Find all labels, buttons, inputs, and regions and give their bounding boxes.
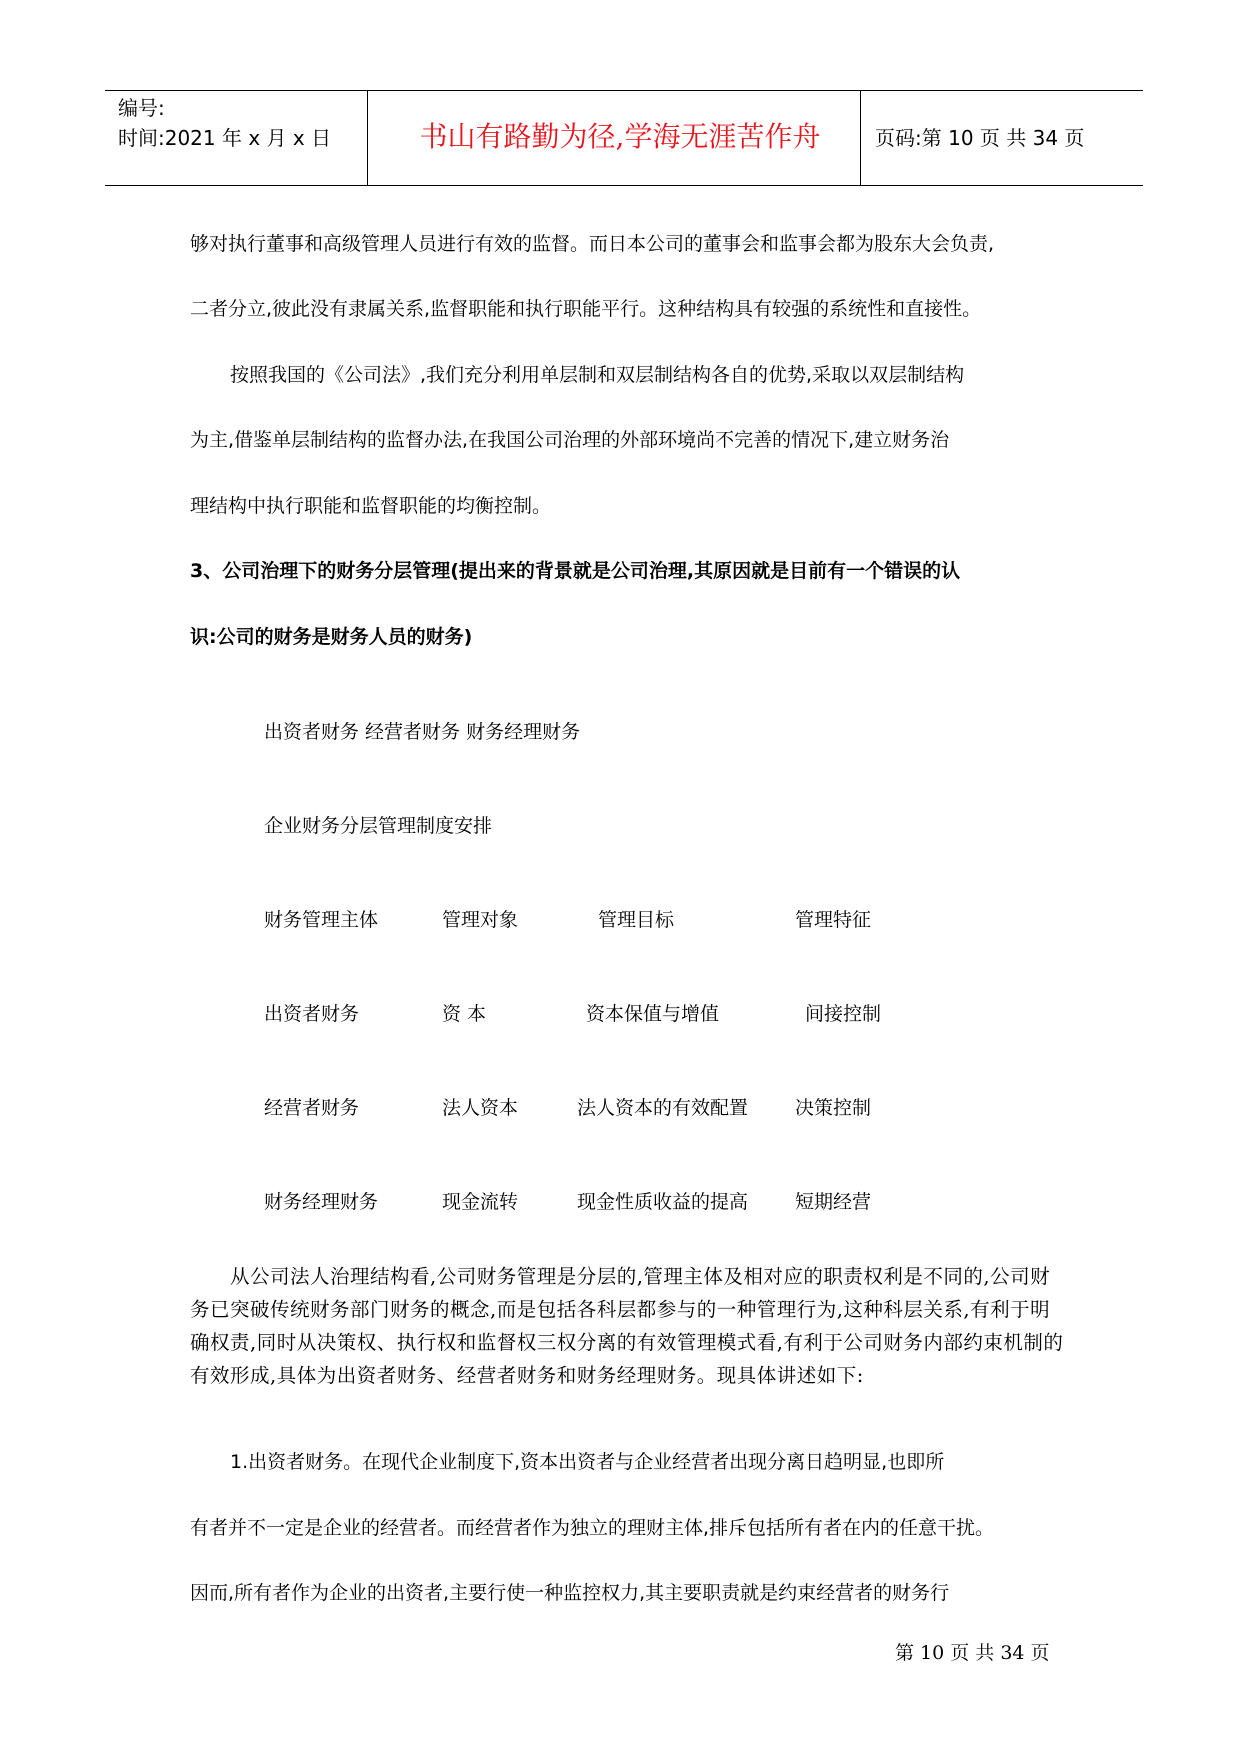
table-cell: 法人资本的有效配置 xyxy=(577,1097,749,1119)
table-cell: 短期经营 xyxy=(795,1191,872,1213)
table-cell: 财务经理财务 xyxy=(264,1191,379,1213)
footer-page-number: 第 10 页 共 34 页 xyxy=(895,1642,1050,1664)
header-page-label: 页码:第 10 页 共 34 页 xyxy=(875,126,1085,150)
table-cell: 现金流转 xyxy=(442,1191,519,1213)
body-paragraph-4: 为主,借鉴单层制结构的监督办法,在我国公司治理的外部环境尚不完善的情况下,建立财务治 xyxy=(190,429,950,451)
table-header-cell: 管理目标 xyxy=(598,909,675,931)
body-paragraph-5: 理结构中执行职能和监督职能的均衡控制。 xyxy=(190,495,552,517)
section-1-line-1: 1.出资者财务。在现代企业制度下,资本出资者与企业经营者出现分离日趋明显,也即所 xyxy=(230,1451,945,1473)
body-paragraph-3: 按照我国的《公司法》,我们充分利用单层制和双层制结构各自的优势,采取以双层制结构 xyxy=(230,364,965,386)
table-cell: 现金性质收益的提高 xyxy=(577,1191,749,1213)
header-meta xyxy=(118,93,331,153)
section-1-line-3: 因而,所有者作为企业的出资者,主要行使一种监控权力,其主要职责就是约束经营者的财务行 xyxy=(190,1582,950,1604)
time-label: 时间:2021 年 x 月 x 日 xyxy=(118,126,332,150)
header-motto: 书山有路勤为径,学海无涯苦作舟 xyxy=(419,120,821,153)
table-cell: 出资者财务 xyxy=(264,1003,360,1025)
finance-layers-line: 出资者财务 经营者财务 财务经理财务 xyxy=(264,721,581,743)
table-cell: 法人资本 xyxy=(442,1097,519,1119)
section-1-line-2: 有者并不一定是企业的经营者。而经营者作为独立的理财主体,排斥包括所有者在内的任意干扰。 xyxy=(190,1517,995,1539)
table-header-cell: 管理特征 xyxy=(795,909,872,931)
table-cell: 决策控制 xyxy=(795,1097,872,1119)
number-label: 编号: xyxy=(118,96,165,120)
section-3-heading-line-1: 3、公司治理下的财务分层管理(提出来的背景就是公司治理,其原因就是目前有一个错误的认 xyxy=(190,560,961,582)
layered-management-paragraph xyxy=(190,1260,1068,1392)
arrangement-title: 企业财务分层管理制度安排 xyxy=(264,815,493,837)
table-cell: 经营者财务 xyxy=(264,1097,360,1119)
table-cell: 资 本 xyxy=(442,1003,487,1025)
paragraph-text: 从公司法人治理结构看,公司财务管理是分层的,管理主体及相对应的职责权利是不同的,公司财务已突破传统财务部门财务的概念,而是包括各科层都参与的一种管理行为,这种科层关系,有利于明确权责,同时从决策权、执行权和监督权三权分离的有效管理模式看,有利于公司财务内部约束机制的有效形成,具体为出资者财务、经营者财务和财务经理财务。现具体讲述如下: xyxy=(190,1265,1064,1387)
body-paragraph-1: 够对执行董事和高级管理人员进行有效的监督。而日本公司的董事会和监事会都为股东大会负责, xyxy=(190,233,995,255)
header-divider-right xyxy=(860,91,861,185)
table-header-cell: 管理对象 xyxy=(442,909,519,931)
section-3-heading-line-2: 识:公司的财务是财务人员的财务) xyxy=(190,626,473,648)
table-cell: 间接控制 xyxy=(805,1003,882,1025)
table-header-cell: 财务管理主体 xyxy=(264,909,379,931)
body-paragraph-2: 二者分立,彼此没有隶属关系,监督职能和执行职能平行。这种结构具有较强的系统性和直接性。 xyxy=(190,298,982,320)
table-cell: 资本保值与增值 xyxy=(586,1003,720,1025)
page-header xyxy=(105,90,1143,186)
header-divider-left xyxy=(367,91,368,185)
